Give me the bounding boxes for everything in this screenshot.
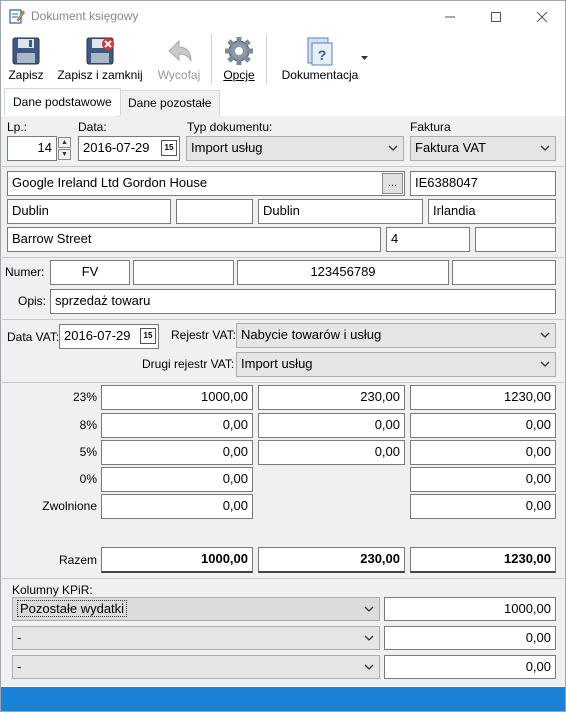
rate-label-exempt: Zwolnione: [42, 499, 97, 513]
second-vat-register-select[interactable]: [236, 352, 556, 377]
number-prefix-field[interactable]: FV: [50, 260, 130, 285]
chevron-down-icon: [540, 331, 550, 339]
brutto-exempt-field[interactable]: 0,00: [410, 494, 556, 519]
rate-label-8: 8%: [79, 418, 97, 432]
floppy-disk-icon: [10, 35, 42, 67]
maximize-icon: [490, 11, 502, 23]
chevron-down-icon: [364, 605, 374, 613]
vat-8-field[interactable]: 0,00: [258, 413, 405, 438]
minimize-button[interactable]: [427, 1, 473, 32]
kpir-column-select-3[interactable]: [12, 655, 380, 679]
main-panel: [1, 116, 565, 686]
netto-8-field[interactable]: 0,00: [101, 413, 253, 438]
vat-23-field[interactable]: 230,00: [258, 385, 405, 410]
second-vat-register-value: Import usług: [241, 356, 313, 371]
brutto-0-field[interactable]: 0,00: [410, 467, 556, 492]
chevron-down-icon: [364, 663, 374, 671]
brutto-5-field[interactable]: 0,00: [410, 440, 556, 465]
number-part2-field[interactable]: [133, 260, 234, 285]
maximize-button[interactable]: [473, 1, 519, 32]
undo-arrow-icon: [163, 35, 195, 67]
invoice-type-select[interactable]: [410, 136, 556, 161]
total-vat-field: 230,00: [258, 547, 405, 573]
brutto-23-field[interactable]: 1230,00: [410, 385, 556, 410]
toolbar: [1, 32, 565, 86]
kpir-amount-1[interactable]: 1000,00: [384, 597, 556, 621]
close-button[interactable]: [519, 1, 565, 32]
undo-button[interactable]: [155, 32, 203, 86]
browse-contractor-button[interactable]: ...: [382, 173, 403, 194]
number-main-field[interactable]: 123456789: [237, 260, 449, 285]
vat-date-value: 2016-07-29: [64, 328, 131, 343]
lp-field[interactable]: 14: [7, 136, 57, 161]
chevron-down-icon: [540, 360, 550, 368]
section-divider: [2, 166, 564, 167]
toolbar-separator: [266, 34, 267, 84]
svg-text:?: ?: [317, 47, 327, 63]
save-and-close-button[interactable]: [57, 32, 143, 86]
save-and-close-label: Zapisz i zamknij: [57, 68, 143, 82]
gear-icon: [223, 35, 255, 67]
number-part4-field[interactable]: [452, 260, 556, 285]
kpir-column-value-2: -: [17, 630, 22, 645]
calendar-icon[interactable]: 15: [161, 140, 177, 156]
kpir-column-value-3: -: [17, 659, 22, 674]
flat-number-field[interactable]: [475, 227, 556, 252]
description-field[interactable]: sprzedaż towaru: [50, 289, 556, 314]
tab-dane-podstawowe[interactable]: Dane podstawowe: [4, 88, 121, 115]
close-icon: [536, 11, 548, 23]
city-field[interactable]: Dublin: [7, 199, 171, 224]
section-divider: [2, 319, 564, 320]
date-label: Data:: [78, 120, 107, 134]
post-office-field[interactable]: Dublin: [258, 199, 423, 224]
kpir-column-select-1[interactable]: [12, 597, 380, 621]
documentation-button[interactable]: [279, 32, 371, 86]
document-edit-icon: [9, 8, 25, 24]
toolbar-separator: [211, 34, 212, 84]
vat-date-field[interactable]: [59, 324, 159, 349]
tab-dane-pozostale[interactable]: Dane pozostałe: [119, 90, 220, 117]
floppy-disk-close-icon: [84, 35, 116, 67]
date-value: 2016-07-29: [83, 140, 150, 155]
total-netto-field: 1000,00: [101, 547, 253, 573]
street-field[interactable]: Barrow Street: [7, 227, 381, 252]
lp-spin-down[interactable]: ▼: [58, 149, 71, 160]
invoice-type-value: Faktura VAT: [415, 140, 487, 155]
netto-0-field[interactable]: 0,00: [101, 467, 253, 492]
document-type-value: Import usług: [191, 140, 263, 155]
document-type-label: Typ dokumentu:: [187, 120, 273, 134]
section-divider: [2, 382, 564, 383]
vat-register-select[interactable]: [236, 323, 556, 348]
undo-label: Wycofaj: [157, 68, 201, 82]
help-document-icon: [303, 35, 335, 67]
vat-register-label: Rejestr VAT:: [171, 328, 236, 342]
number-label: Numer:: [5, 265, 45, 279]
section-divider: [2, 257, 564, 258]
status-bar: [1, 687, 566, 712]
contractor-name-field[interactable]: Google Ireland Ltd Gordon House: [7, 171, 405, 196]
chevron-down-icon: [364, 634, 374, 642]
lp-label: Lp.:: [7, 120, 28, 134]
options-label: Opcje: [223, 68, 255, 82]
window-title: Dokument księgowy: [31, 9, 139, 23]
nip-field[interactable]: IE6388047: [410, 171, 556, 196]
chevron-down-icon: [388, 144, 398, 152]
brutto-8-field[interactable]: 0,00: [410, 413, 556, 438]
kpir-column-select-2[interactable]: [12, 626, 380, 650]
postal-code-field[interactable]: [176, 199, 253, 224]
documentation-label: Dokumentacja: [281, 68, 359, 82]
options-button[interactable]: [217, 32, 261, 86]
section-divider: [2, 578, 564, 579]
netto-5-field[interactable]: 0,00: [101, 440, 253, 465]
vat-register-value: Nabycie towarów i usług: [241, 327, 382, 342]
netto-exempt-field[interactable]: 0,00: [101, 494, 253, 519]
kpir-column-value-1: Pozostałe wydatki: [17, 600, 127, 617]
description-label: Opis:: [18, 294, 47, 308]
total-brutto-field: 1230,00: [410, 547, 556, 573]
house-number-field[interactable]: 4: [386, 227, 470, 252]
kpir-amount-2[interactable]: 0,00: [384, 626, 556, 650]
vat-date-label: Data VAT:: [7, 330, 60, 344]
kpir-columns-label: Kolumny KPiR:: [12, 583, 93, 597]
second-vat-register-label: Drugi rejestr VAT:: [142, 357, 235, 371]
document-type-select[interactable]: [186, 136, 404, 161]
invoice-label: Faktura: [410, 120, 451, 134]
kpir-amount-3[interactable]: 0,00: [384, 655, 556, 679]
save-label: Zapisz: [8, 68, 44, 82]
minimize-icon: [444, 11, 456, 23]
title-bar: [1, 1, 565, 32]
chevron-down-icon: [540, 144, 550, 152]
rate-label-23: 23%: [72, 390, 97, 404]
calendar-icon[interactable]: 15: [140, 328, 156, 344]
total-label: Razem: [58, 553, 97, 567]
vat-5-field[interactable]: 0,00: [258, 440, 405, 465]
lp-spin-up[interactable]: ▲: [58, 137, 71, 148]
date-field[interactable]: [78, 136, 180, 161]
country-field[interactable]: Irlandia: [428, 199, 556, 224]
rate-label-0: 0%: [79, 472, 97, 486]
save-button[interactable]: [5, 32, 47, 86]
dropdown-arrow-icon: [361, 56, 368, 61]
rate-label-5: 5%: [79, 445, 97, 459]
netto-23-field[interactable]: 1000,00: [101, 385, 253, 410]
